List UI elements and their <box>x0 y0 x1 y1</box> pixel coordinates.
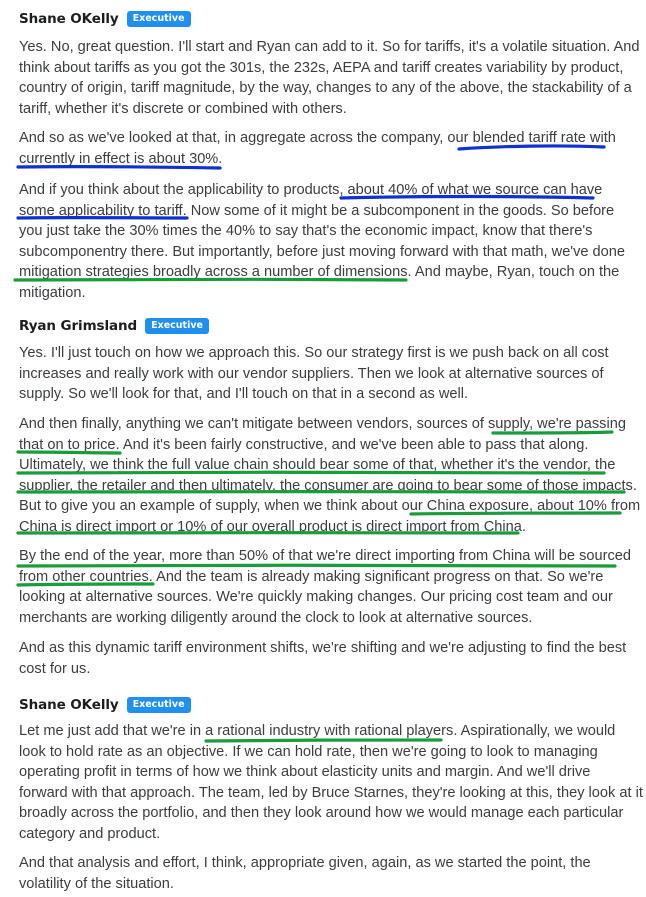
speaker-name: Shane OKelly <box>19 697 119 713</box>
text-line: And then finally, anything we can't mitigate between vendors, sources of supply, we're passing <box>19 416 626 432</box>
text-line: look to hold rate as an objective. If we can hold rate, then we're going to look to managing <box>19 743 598 760</box>
text-line: But to give you an example of supply, when we think about our China exposure, about 10% from <box>19 498 641 514</box>
text-line: looking at alternative sources. We're quickly making changes. Our pricing cost team and our <box>19 589 613 605</box>
text-line: some applicability to tariff. Now some of it might be a subcomponent in the goods. So before <box>19 202 615 219</box>
paragraph <box>19 180 631 303</box>
speaker-name: Shane OKelly <box>19 11 119 27</box>
text-line: Let me just add that we're in a rational industry with rational players. Aspirationally, we would <box>19 723 616 739</box>
text-line: volatility of the situation. <box>19 875 174 892</box>
text-line: broadly across the portfolio, and then they look around how we would manage each particular <box>19 805 624 821</box>
text-line: mitigation strategies broadly across a number of dimensions. And maybe, Ryan, touch on the <box>19 264 620 280</box>
paragraph <box>19 37 640 119</box>
speaker-header <box>19 697 191 713</box>
paragraph <box>19 414 641 537</box>
text-line: Yes. I'll just touch on how we approach this. So our strategy first is we push back on all cost <box>19 345 609 361</box>
text-line: tariff, whether it's discrete or combined with others. <box>19 100 347 117</box>
text-line: subcomponentry there. But importantly, before just moving forward with that math, we've done <box>19 243 626 260</box>
text-line: Ultimately, we think the full value chain should bear some of that, whether it's the vendor, the <box>19 457 616 473</box>
role-badge: Executive <box>127 11 191 27</box>
text-line: cost for us. <box>19 660 91 677</box>
text-line: that on to price. And it's been fairly constructive, and we've been able to pass that along. <box>19 436 589 453</box>
text-line: category and product. <box>19 825 161 842</box>
text-line: think about tariffs as you got the 301s, the 232s, AEPA and tariff creates variability by product, <box>19 59 624 76</box>
text-line: increases and really work with our vendor suppliers. Then we look at alternative sources of <box>19 365 604 382</box>
paragraph <box>19 128 631 169</box>
text-line: China is direct import or 10% of our overall product is direct import from China. <box>19 518 526 535</box>
speaker-name: Ryan Grimsland <box>19 318 138 334</box>
role-badge: Executive <box>145 318 209 334</box>
text-line: mitigation. <box>19 284 86 301</box>
paragraph <box>19 721 643 844</box>
text-line: forward with that approach. The team, led by Bruce Starnes, they're looking at this, they look at it <box>19 784 643 801</box>
paragraph <box>19 853 631 894</box>
text-line: And as this dynamic tariff environment shifts, we're shifting and we're adjusting to find the best <box>19 640 627 656</box>
text-line: currently in effect is about 30%. <box>19 150 223 167</box>
text-line: from other countries. And the team is already making significant progress on that. So we're <box>19 568 604 585</box>
paragraph <box>19 546 631 628</box>
text-line: And if you think about the applicability to products, about 40% of what we source can have <box>19 182 603 198</box>
text-line: supplier, the retailer and then ultimately, the consumer are going to bear some of those impacts. <box>19 477 637 494</box>
text-line: you just take the 30% times the 40% to say that's the economic impact, know that there's <box>19 223 593 239</box>
text-line: Yes. No, great question. I'll start and Ryan can add to it. So for tariffs, it's a volatile situation. And <box>19 39 640 55</box>
speaker-header <box>19 318 209 334</box>
text-line: supply. So we'll look for that, and I'll touch on that in a second as well. <box>19 386 469 402</box>
paragraph <box>19 343 631 405</box>
text-line: And that analysis and effort, I think, appropriate given, again, as we started the point, the <box>19 855 591 871</box>
text-line: And so as we've looked at that, in aggregate across the company, our blended tariff rate with <box>19 130 616 146</box>
text-line: By the end of the year, more than 50% of that we're direct importing from China will be sourced <box>19 548 631 564</box>
paragraph <box>19 638 631 679</box>
speaker-header <box>19 11 191 27</box>
text-line: country of origin, tariff magnitude, by the way, changes to any of the above, the stackability of a <box>19 80 632 96</box>
role-badge: Executive <box>127 697 191 713</box>
text-line: merchants are working diligently around the clock to look at alternative sources. <box>19 609 533 626</box>
text-line: operating profit in terms of how we think about elasticity units and margin. And we'll drive <box>19 764 591 780</box>
